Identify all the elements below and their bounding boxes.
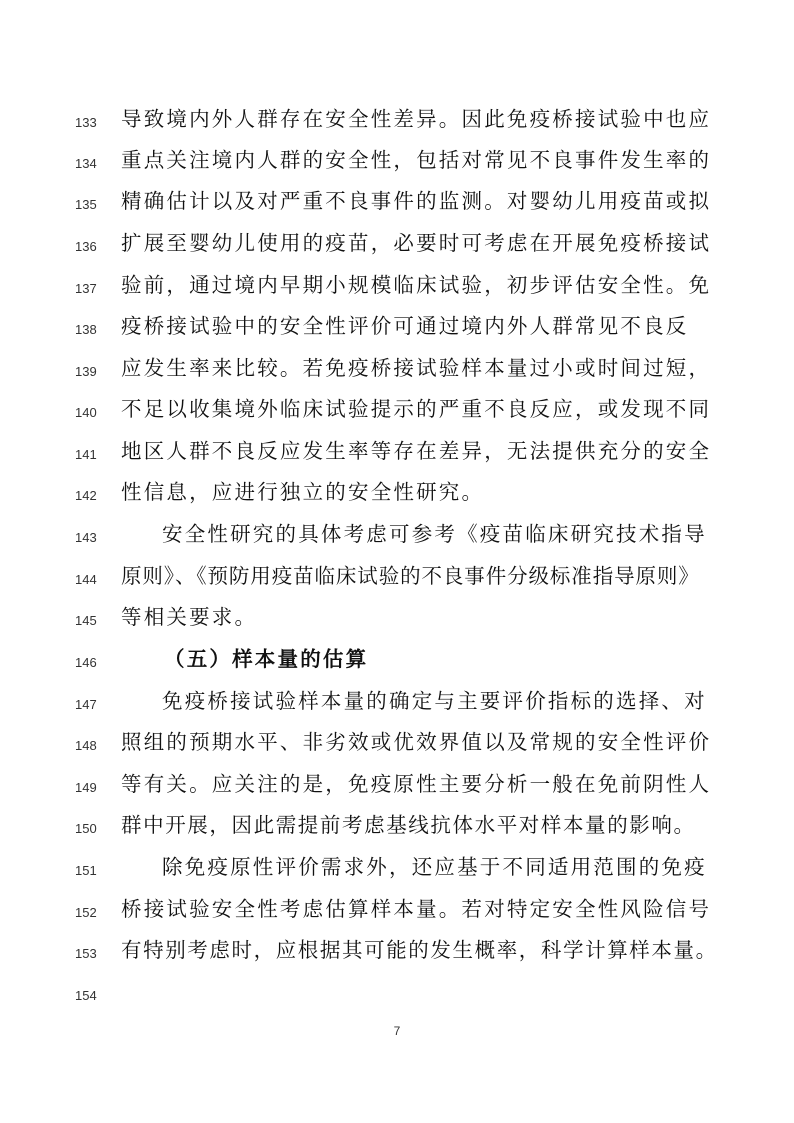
body-text: 导致境内外人群存在安全性差异。因此免疫桥接试验中也应 — [121, 107, 712, 131]
line-number: 144 — [75, 572, 97, 587]
line-number: 139 — [75, 364, 97, 379]
line-135 — [0, 186, 794, 226]
line-134 — [0, 145, 794, 185]
body-text: 应发生率来比较。若免疫桥接试验样本量过小或时间过短， — [121, 356, 712, 380]
line-147 — [0, 686, 794, 726]
line-number: 145 — [75, 613, 97, 628]
line-number: 136 — [75, 239, 97, 254]
line-140 — [0, 394, 794, 434]
body-text: 精确估计以及对严重不良事件的监测。对婴幼儿用疫苗或拟 — [121, 189, 712, 213]
line-144 — [0, 561, 794, 601]
line-number: 150 — [75, 821, 97, 836]
line-152 — [0, 894, 794, 934]
line-148 — [0, 727, 794, 767]
body-text: 性信息，应进行独立的安全性研究。 — [121, 480, 485, 504]
line-number: 147 — [75, 697, 97, 712]
page-number: 7 — [393, 1024, 401, 1038]
line-139 — [0, 353, 794, 393]
line-136 — [0, 228, 794, 268]
body-text: 安全性研究的具体考虑可参考《疫苗临床研究技术指导 — [162, 522, 707, 546]
body-text: 原则》、《预防用疫苗临床试验的不良事件分级标准指导原则》 — [121, 564, 700, 588]
body-text: 扩展至婴幼儿使用的疫苗，必要时可考虑在开展免疫桥接试 — [121, 231, 712, 255]
line-150 — [0, 810, 794, 850]
line-145 — [0, 602, 794, 642]
body-text: 除免疫原性评价需求外，还应基于不同适用范围的免疫 — [162, 855, 707, 879]
line-142 — [0, 477, 794, 517]
line-149 — [0, 769, 794, 809]
line-number: 140 — [75, 405, 97, 420]
line-number: 142 — [75, 488, 97, 503]
line-154 — [0, 977, 794, 1017]
line-137 — [0, 270, 794, 310]
body-text: 群中开展，因此需提前考虑基线抗体水平对样本量的影响。 — [121, 813, 696, 837]
body-text: 地区人群不良反应发生率等存在差异，无法提供充分的安全 — [121, 439, 712, 463]
line-number: 141 — [75, 447, 97, 462]
body-text: 不足以收集境外临床试验提示的严重不良反应，或发现不同 — [121, 397, 712, 421]
line-151 — [0, 852, 794, 892]
line-138 — [0, 311, 794, 351]
body-text: 疫桥接试验中的安全性评价可通过境内外人群常见不良反 — [121, 314, 689, 338]
line-number: 134 — [75, 156, 97, 171]
line-number: 133 — [75, 115, 97, 130]
line-141 — [0, 436, 794, 476]
line-146 — [0, 644, 794, 684]
body-text: 验前，通过境内早期小规模临床试验，初步评估安全性。免 — [121, 273, 712, 297]
line-number: 135 — [75, 197, 97, 212]
line-143 — [0, 519, 794, 559]
line-133 — [0, 104, 794, 144]
line-number: 137 — [75, 281, 97, 296]
body-text: 有特别考虑时，应根据其可能的发生概率，科学计算样本量。 — [121, 938, 718, 962]
body-text: 重点关注境内人群的安全性，包括对常见不良事件发生率的 — [121, 148, 712, 172]
line-number: 138 — [75, 322, 97, 337]
line-153 — [0, 935, 794, 975]
line-number: 153 — [75, 946, 97, 961]
body-text: 桥接试验安全性考虑估算样本量。若对特定安全性风险信号 — [121, 897, 712, 921]
section-heading: （五）样本量的估算 — [164, 647, 369, 671]
body-text: 照组的预期水平、非劣效或优效界值以及常规的安全性评价 — [121, 730, 712, 754]
line-number: 148 — [75, 738, 97, 753]
line-number: 151 — [75, 863, 97, 878]
line-number: 149 — [75, 780, 97, 795]
body-text: 等相关要求。 — [121, 605, 258, 629]
line-number: 154 — [75, 988, 97, 1003]
body-text: 免疫桥接试验样本量的确定与主要评价指标的选择、对 — [162, 689, 707, 713]
line-number: 143 — [75, 530, 97, 545]
line-number: 146 — [75, 655, 97, 670]
body-text: 等有关。应关注的是，免疫原性主要分析一般在免前阴性人 — [121, 772, 712, 796]
line-number: 152 — [75, 905, 97, 920]
